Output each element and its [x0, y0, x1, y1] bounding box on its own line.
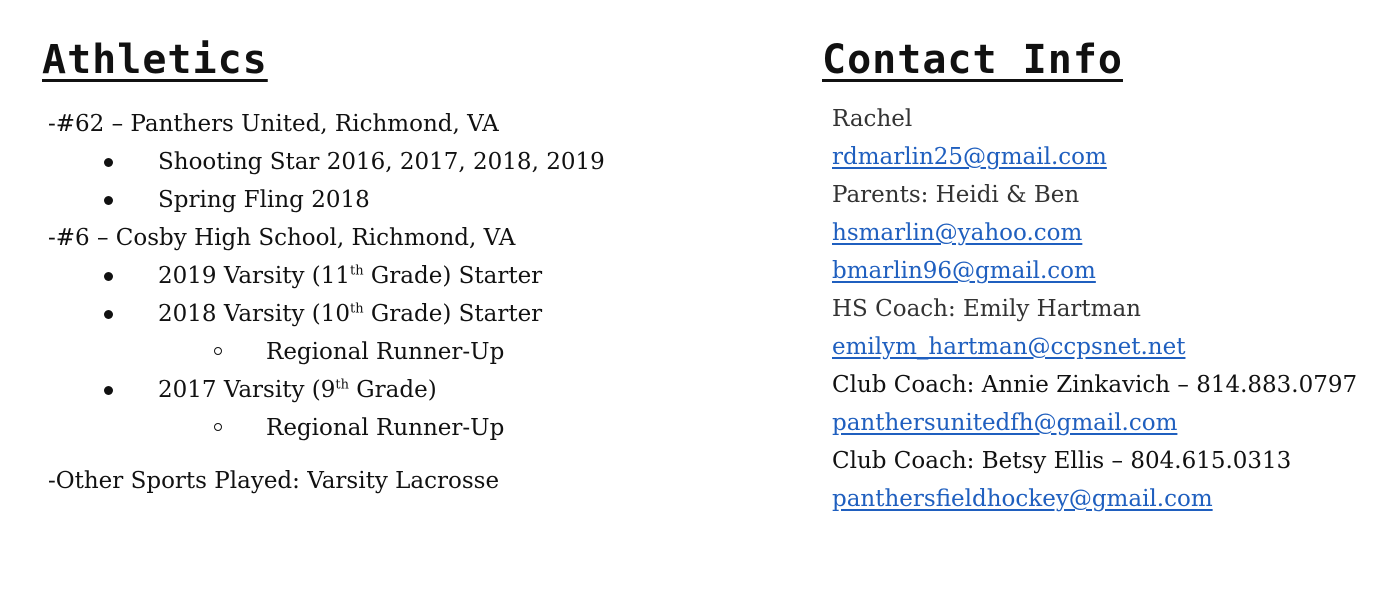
athletics-title: Athletics [42, 37, 268, 83]
list-item-text-pre: 2017 Varsity (9 [158, 377, 336, 403]
contact-name: Rachel [832, 106, 913, 132]
email-link[interactable]: panthersfieldhockey@gmail.com [832, 486, 1213, 512]
contact-club-coach-2: Club Coach: Betsy Ellis – 804.615.0313 [832, 448, 1292, 474]
other-sports: -Other Sports Played: Varsity Lacrosse [48, 468, 500, 494]
email-link[interactable]: hsmarlin@yahoo.com [832, 220, 1083, 246]
contact-email-row [822, 138, 1362, 176]
list-item [42, 143, 762, 181]
email-link[interactable]: rdmarlin25@gmail.com [832, 144, 1107, 170]
email-link[interactable]: panthersunitedfh@gmail.com [832, 410, 1178, 436]
list-item-text-post: Grade) Starter [363, 263, 543, 289]
team-entry-cosby: -#6 – Cosby High School, Richmond, VA [48, 225, 516, 251]
sub-list-item-text: Regional Runner-Up [266, 415, 505, 441]
contact-section [822, 34, 1362, 518]
list-item-text: Shooting Star 2016, 2017, 2018, 2019 [158, 149, 605, 175]
bullet-disc-icon [104, 272, 113, 281]
contact-email-row [822, 480, 1362, 518]
bullet-disc-icon [104, 386, 113, 395]
contact-club-coach-1: Club Coach: Annie Zinkavich – 814.883.0797 [832, 372, 1358, 398]
list-item-text-pre: 2019 Varsity (11 [158, 263, 350, 289]
list-item-text-post: Grade) Starter [363, 301, 543, 327]
list-item [42, 257, 762, 295]
list-item [42, 371, 762, 409]
contact-email-row [822, 404, 1362, 442]
contact-title: Contact Info [822, 37, 1123, 83]
sub-list-item-text: Regional Runner-Up [266, 339, 505, 365]
email-link[interactable]: bmarlin96@gmail.com [832, 258, 1096, 284]
team-entry-panthers: -#62 – Panthers United, Richmond, VA [48, 111, 499, 137]
contact-email-row [822, 214, 1362, 252]
athletics-section [42, 34, 762, 500]
bullet-disc-icon [104, 158, 113, 167]
ordinal-suffix: th [335, 377, 349, 393]
list-item [42, 181, 762, 219]
list-item-text-post: Grade) [348, 377, 437, 403]
email-link[interactable]: emilym_hartman@ccpsnet.net [832, 334, 1186, 360]
bullet-disc-icon [104, 196, 113, 205]
contact-hs-coach: HS Coach: Emily Hartman [832, 296, 1141, 322]
bullet-circle-icon [214, 423, 222, 431]
list-item-text: Spring Fling 2018 [158, 187, 370, 213]
ordinal-suffix: th [350, 301, 364, 317]
contact-parents: Parents: Heidi & Ben [832, 182, 1080, 208]
contact-email-row [822, 252, 1362, 290]
ordinal-suffix: th [350, 263, 364, 279]
sub-list-item [42, 333, 762, 371]
sub-list-item [42, 409, 762, 447]
contact-email-row [822, 328, 1362, 366]
list-item [42, 295, 762, 333]
list-item-text-pre: 2018 Varsity (10 [158, 301, 350, 327]
bullet-disc-icon [104, 310, 113, 319]
bullet-circle-icon [214, 347, 222, 355]
